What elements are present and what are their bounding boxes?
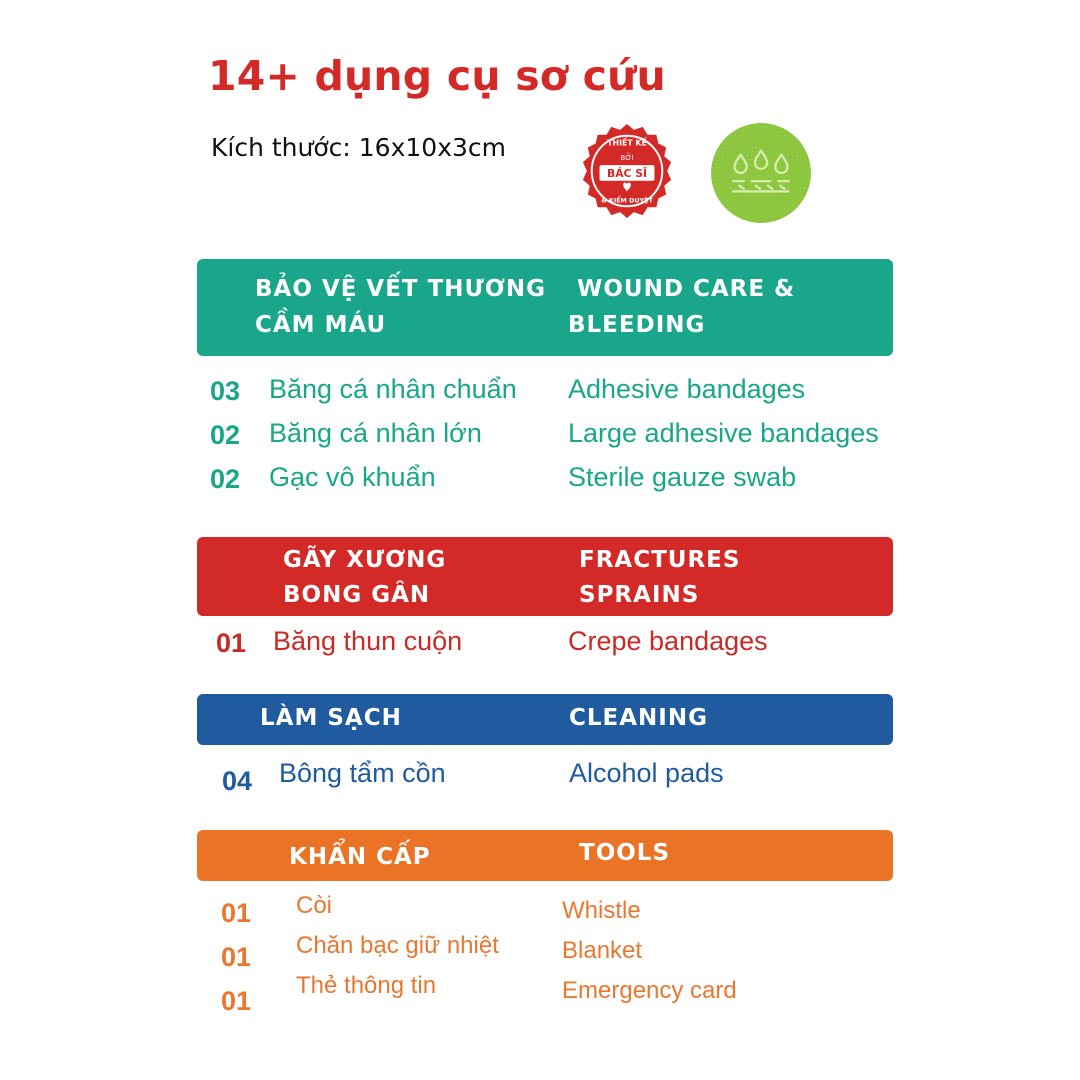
item-quantity: 04 (222, 766, 253, 796)
list-item (0, 624, 1080, 664)
water-resistant-icon (710, 122, 812, 224)
svg-text:THIẾT KẾ: THIẾT KẾ (607, 138, 647, 148)
item-name-vi: Băng thun cuộn (273, 626, 463, 656)
section-title-en: WOUND CARE & (577, 276, 796, 302)
section-title-vi: CẦM MÁU (255, 312, 387, 338)
section-title-vi: GÃY XƯƠNG (283, 547, 447, 573)
item-name-vi: Băng cá nhân lớn (269, 418, 482, 448)
item-name-en: Crepe bandages (568, 626, 768, 656)
section-title-en: SPRAINS (579, 582, 700, 608)
section-title-en: BLEEDING (568, 312, 706, 338)
item-quantity: 01 (216, 628, 247, 658)
list-item (0, 416, 1080, 456)
item-quantity: 02 (210, 420, 241, 450)
item-quantity: 01 (221, 986, 252, 1016)
section-title-en: CLEANING (569, 705, 708, 731)
list-item (0, 892, 1080, 932)
item-name-en: Whistle (562, 897, 641, 924)
page-title: 14+ dụng cụ sơ cứu (208, 52, 666, 100)
item-name-vi: Còi (296, 892, 333, 919)
item-name-en: Emergency card (562, 977, 737, 1004)
section-cleaning-header (197, 694, 893, 745)
item-name-vi: Gạc vô khuẩn (269, 462, 436, 492)
svg-text:BỞI: BỞI (620, 154, 634, 163)
list-item (0, 756, 1080, 796)
section-wound-care-header (197, 259, 893, 356)
item-name-en: Alcohol pads (569, 758, 724, 788)
list-item (0, 460, 1080, 500)
svg-text:& KIỂM DUYỆT: & KIỂM DUYỆT (601, 196, 653, 205)
doctor-approved-seal-icon (578, 122, 676, 220)
section-title-vi: BONG GÂN (283, 582, 431, 608)
svg-text:BÁC SĨ: BÁC SĨ (607, 166, 647, 180)
item-quantity: 02 (210, 464, 241, 494)
section-fractures-header (197, 537, 893, 616)
item-name-en: Adhesive bandages (568, 374, 806, 404)
item-name-vi: Thẻ thông tin (296, 972, 437, 999)
item-quantity: 01 (221, 942, 252, 972)
list-item (0, 972, 1080, 1020)
section-title-vi: BẢO VỆ VẾT THƯƠNG (255, 276, 546, 302)
section-tools-header (197, 830, 893, 881)
section-title-en: TOOLS (579, 840, 671, 866)
list-item (0, 932, 1080, 976)
section-title-en: FRACTURES (579, 547, 741, 573)
item-quantity: 01 (221, 898, 252, 928)
item-name-vi: Bông tẩm cồn (279, 758, 446, 788)
item-name-en: Sterile gauze swab (568, 462, 797, 492)
section-title-vi: KHẨN CẤP (289, 844, 431, 870)
item-quantity: 03 (210, 376, 241, 406)
item-name-en: Large adhesive bandages (568, 418, 879, 448)
section-title-vi: LÀM SẠCH (260, 705, 402, 731)
product-size: Kích thước: 16x10x3cm (211, 133, 506, 162)
item-name-vi: Chăn bạc giữ nhiệt (296, 932, 499, 959)
item-name-vi: Băng cá nhân chuẩn (269, 374, 517, 404)
item-name-en: Blanket (562, 937, 643, 964)
list-item (0, 372, 1080, 412)
